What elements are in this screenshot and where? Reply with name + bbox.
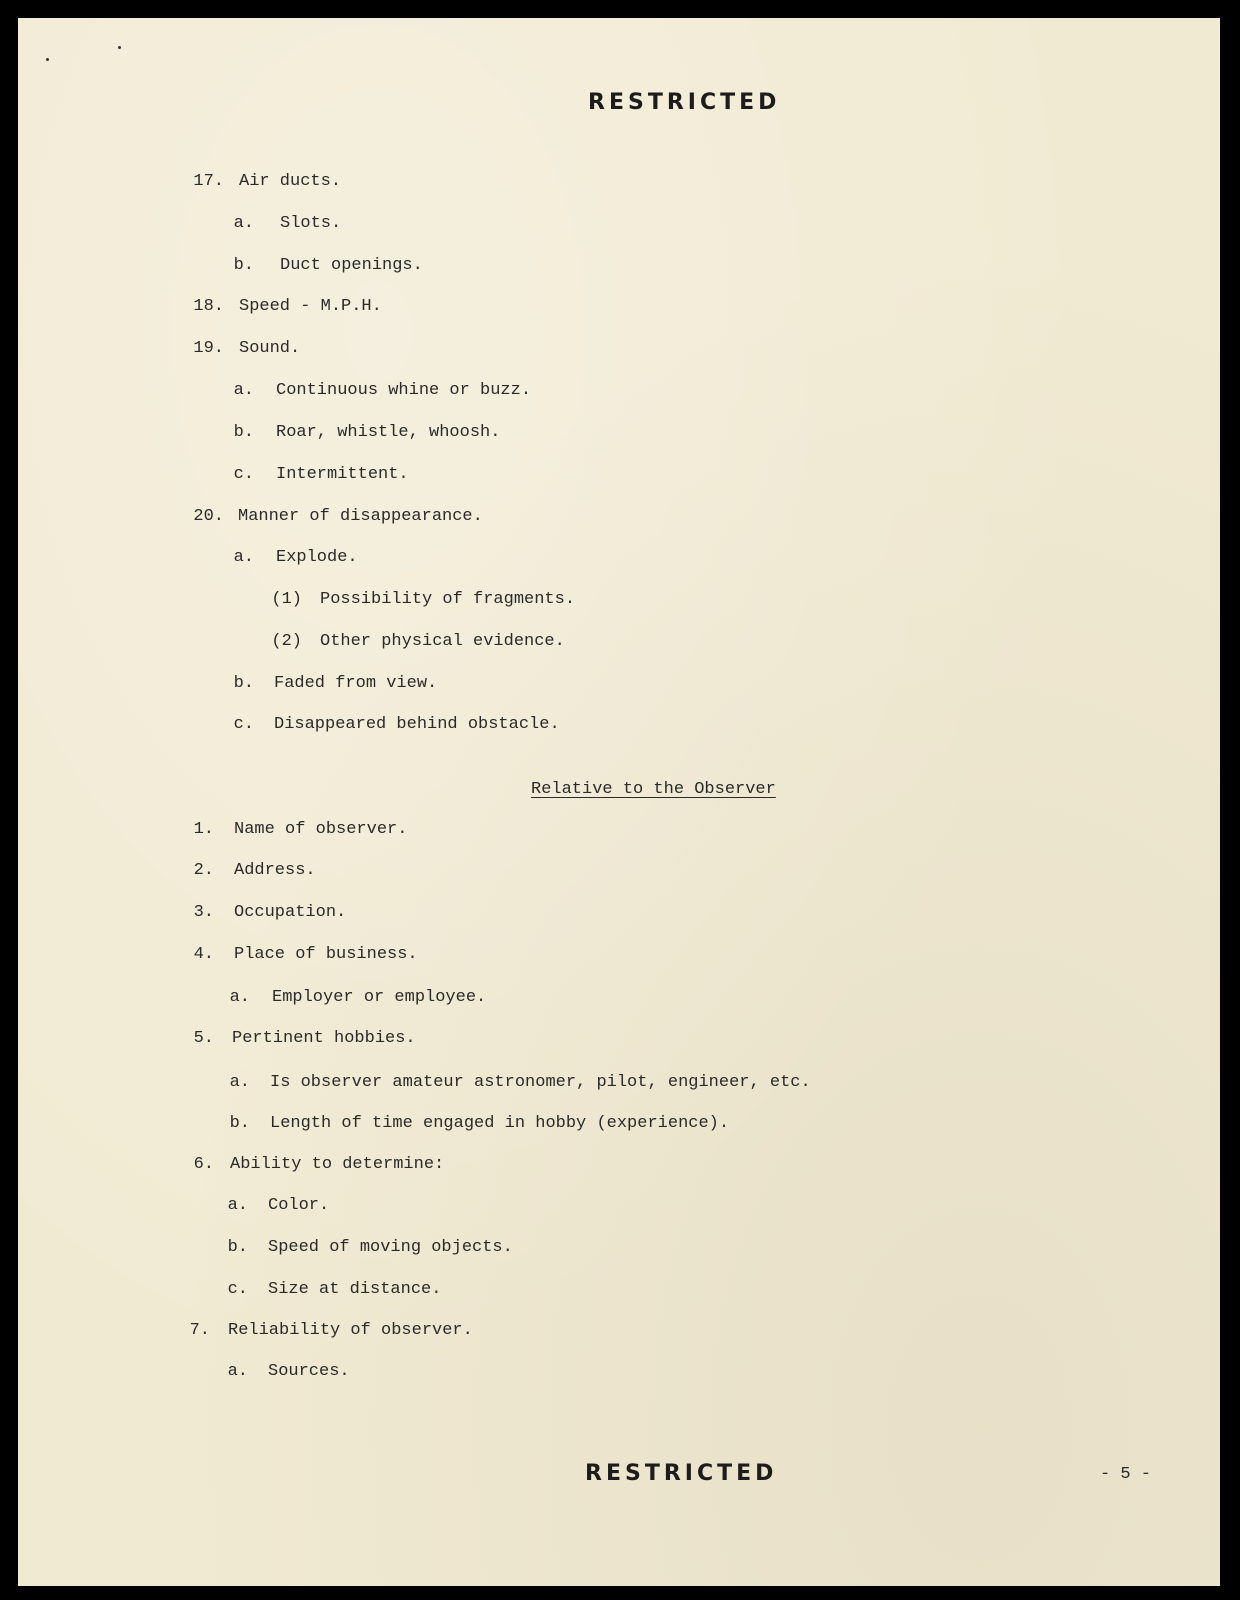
subitem-text: Color. [268,1196,330,1215]
item-text: Address. [234,861,316,880]
item-number: 7. [189,1321,210,1340]
subitem-text: Explode. [276,548,358,567]
subitem-letter: a. [233,548,254,567]
item-text: Pertinent hobbies. [232,1029,416,1048]
footer-restricted-stamp: RESTRICTED [585,1461,778,1486]
subitem-letter: a. [229,988,250,1007]
item-number: 6. [193,1155,214,1174]
subitem-text: Sources. [268,1362,350,1381]
item-number: 17. [193,172,224,191]
item-number: 19. [193,339,224,358]
subitem-letter: b. [233,674,254,693]
item-text: Manner of disappearance. [238,507,483,526]
subitem-text: Faded from view. [274,674,438,693]
item-number: 2. [193,861,214,880]
subitem-letter: b. [233,423,254,442]
subitem-letter: a. [227,1362,248,1381]
item-text: Occupation. [234,903,347,922]
subsubitem-number: (2) [271,632,302,651]
item-number: 4. [193,945,214,964]
subitem-letter: a. [227,1196,248,1215]
subitem-letter: b. [227,1238,248,1257]
paper-speck [46,58,49,61]
item-number: 3. [193,903,214,922]
item-number: 5. [193,1029,214,1048]
subitem-text: Disappeared behind obstacle. [274,715,560,734]
item-text: Reliability of observer. [228,1321,473,1340]
item-text: Name of observer. [234,820,408,839]
subitem-text: Continuous whine or buzz. [276,381,532,400]
subitem-letter: c. [227,1280,248,1299]
item-text: Place of business. [234,945,418,964]
subitem-letter: a. [233,214,254,233]
item-text: Sound. [239,339,301,358]
item-number: 20. [193,507,224,526]
subitem-letter: a. [233,381,254,400]
subitem-letter: b. [233,256,254,275]
subitem-text: Slots. [280,214,342,233]
subitem-text: Employer or employee. [272,988,487,1007]
subitem-text: Length of time engaged in hobby (experience). [270,1114,730,1133]
subitem-text: Size at distance. [268,1280,442,1299]
subitem-text: Is observer amateur astronomer, pilot, engineer, etc. [270,1073,811,1092]
subitem-letter: a. [229,1073,250,1092]
section-heading: Relative to the Observer [531,780,776,799]
item-number: 18. [193,297,224,316]
subsubitem-text: Other physical evidence. [320,632,565,651]
subitem-letter: c. [233,465,254,484]
paper-speck [118,46,121,49]
item-text: Air ducts. [239,172,342,191]
subsubitem-number: (1) [271,590,302,609]
subitem-text: Speed of moving objects. [268,1238,513,1257]
subitem-text: Duct openings. [280,256,423,275]
subsubitem-text: Possibility of fragments. [320,590,576,609]
item-text: Ability to determine: [230,1155,445,1174]
header-restricted-stamp: RESTRICTED [588,90,781,115]
subitem-text: Roar, whistle, whoosh. [276,423,501,442]
subitem-text: Intermittent. [276,465,409,484]
subitem-letter: c. [233,715,254,734]
page-number: - 5 - [1100,1465,1152,1484]
item-text: Speed - M.P.H. [239,297,382,316]
subitem-letter: b. [229,1114,250,1133]
document-page [18,18,1220,1586]
item-number: 1. [193,820,214,839]
